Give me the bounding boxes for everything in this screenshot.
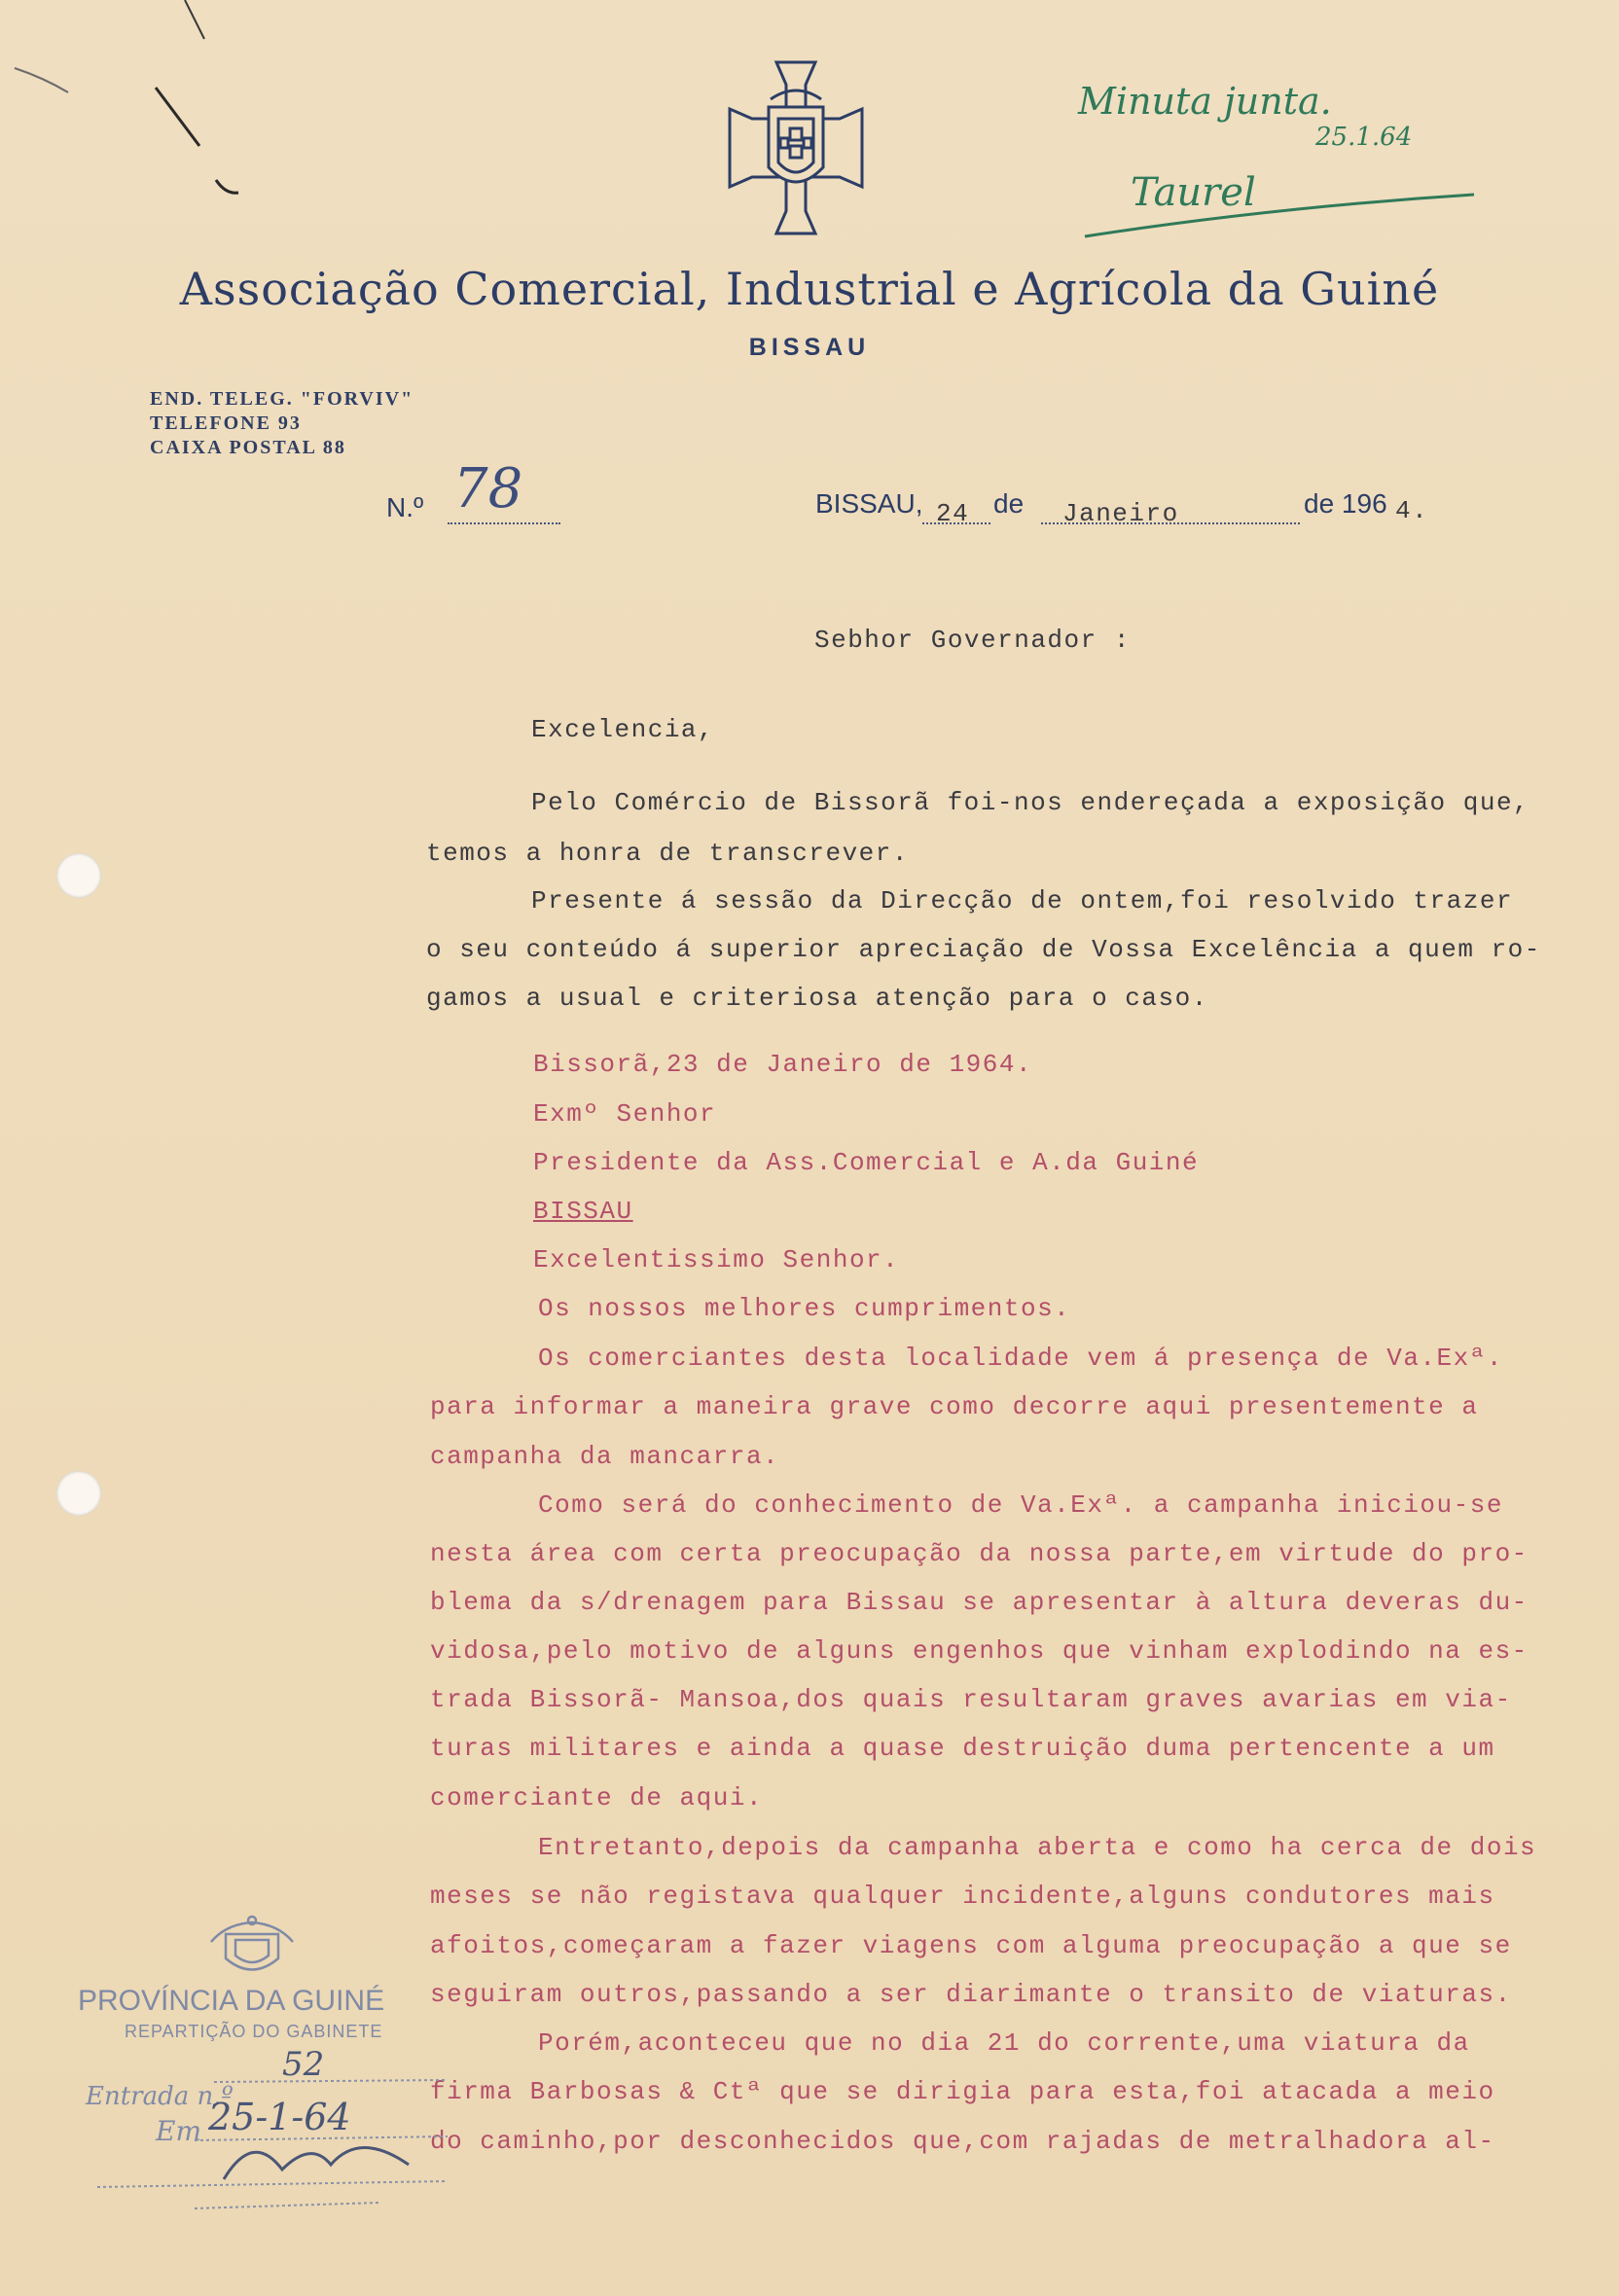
greeting: Excelencia, [531,715,715,744]
stamp-lines-and-initials [88,2072,457,2218]
paragraph-line: Presente á sessão da Direcção de ontem,foi resolvido trazer [531,886,1514,915]
telephone: TELEFONE 93 [150,413,302,434]
transcription-line: trada Bissorã- Mansoa,dos quais resultaram graves avarias em via- [430,1685,1512,1714]
paragraph-line: gamos a usual e criteriosa atenção para o caso. [426,984,1208,1013]
transcription-line: Entretanto,depois da campanha aberta e como ha cerca de dois [538,1833,1537,1862]
de-label-1: de [993,488,1025,519]
paragraph-line: temos a honra de transcrever. [426,839,909,868]
de-label-2: de 196 [1304,488,1387,519]
transcription-line: BISSAU [533,1197,633,1226]
organization-city: BISSAU [748,334,871,361]
transcription-line: Os comerciantes desta localidade vem á presença de Va.Exª. [538,1344,1503,1373]
stamp-date-value: 25-1-64 [208,2096,351,2138]
transcription-line: afoitos,começaram a fazer viagens com alguma preocupação a que se [430,1931,1512,1960]
transcription-line: comerciante de aqui. [430,1783,764,1812]
transcription-line: Os nossos melhores cumprimentos. [538,1294,1071,1323]
stamp-date-label: Em [156,2115,201,2147]
salutation: Sebhor Governador : [814,626,1131,655]
number-label: N.º [386,492,424,522]
paragraph-line: Pelo Comércio de Bissorã foi-nos endereçada a exposição que, [531,788,1530,817]
transcription-line: meses se não registava qualquer incidente,alguns condutores mais [430,1882,1495,1911]
stamp-crest-icon [206,1915,298,1983]
transcription-line: para informar a maneira grave como decorre aqui presentemente a [430,1392,1479,1421]
day-value: 24 [936,499,970,528]
stamp-entry-label: Entrada n.º [86,2082,234,2111]
handwritten-signature: Taurel [1131,170,1256,215]
transcription-line: blema da s/drenagem para Bissau se apresentar à altura deveras du- [430,1588,1529,1617]
number-dotted-line [448,522,560,524]
contact-block [150,387,414,460]
paragraph-line: o seu conteúdo á superior apreciação de Vossa Excelência a quem ro- [426,935,1541,964]
transcription-line: do caminho,por desconhecidos que,com rajadas de metralhadora al- [430,2127,1495,2156]
transcription-line: Excelentissimo Senhor. [533,1245,900,1274]
stamp-entry-number: 52 [282,2045,325,2084]
year-digit: 4. [1395,496,1429,525]
handwritten-note: Minuta junta. [1078,80,1332,123]
place-label: BISSAU, [815,488,923,519]
transcription-line: Exmº Senhor [533,1099,717,1129]
stamp-province: PROVÍNCIA DA GUINÉ [78,1985,385,2017]
transcription-line: Como será do conhecimento de Va.Exª. a campanha iniciou-se [538,1490,1503,1520]
transcription-line: vidosa,pelo motivo de alguns engenhos que vinham explodindo na es- [430,1636,1529,1666]
transcription-line: campanha da mancarra. [430,1442,780,1471]
punch-hole-bottom [56,1471,101,1516]
po-box: CAIXA POSTAL 88 [150,437,346,458]
handwritten-date: 25.1.64 [1315,123,1413,152]
telegraph-address: END. TELEG. "FORVIV" [150,388,414,410]
transcription-line: turas militares e ainda a quase destruição duma pertencente a um [430,1734,1495,1763]
transcription-line: firma Barbosas & Ctª que se dirigia para esta,foi atacada a meio [430,2077,1495,2106]
transcription-line: Presidente da Ass.Comercial e A.da Guiné [533,1148,1200,1177]
transcription-line: nesta área com certa preocupação da nossa parte,em virtude do pro- [430,1539,1529,1568]
coat-of-arms-cross-logo [708,60,883,235]
signature-stroke [1080,183,1479,241]
pencil-marks [0,0,253,214]
stamp-department: REPARTIÇÃO DO GABINETE [125,2022,383,2041]
transcription-line: seguiram outros,passando a ser diarimante o transito de viaturas. [430,1980,1512,2009]
transcription-line: Bissorã,23 de Janeiro de 1964. [533,1050,1033,1079]
month-value: Janeiro [1062,499,1179,528]
handwritten-number: 78 [453,457,523,520]
punch-hole-top [56,853,101,898]
organization-name: Associação Comercial, Industrial e Agrícola da Guiné [179,263,1440,315]
transcription-line: Porém,aconteceu que no dia 21 do corrente,uma viatura da [538,2028,1470,2058]
